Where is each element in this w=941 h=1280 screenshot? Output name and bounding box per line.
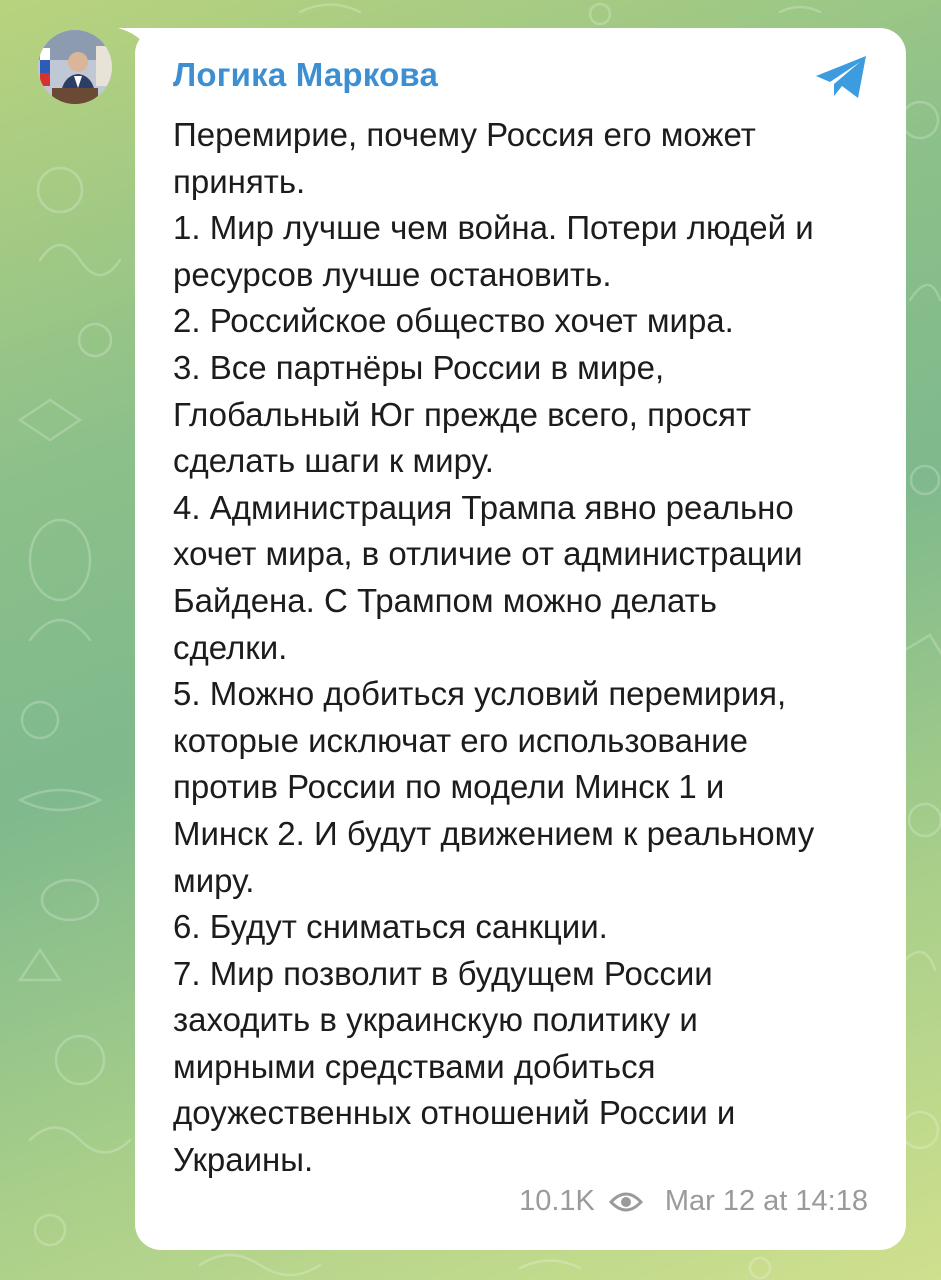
channel-name[interactable]: Логика Маркова bbox=[173, 56, 439, 93]
eye-icon bbox=[609, 1190, 643, 1214]
message-timestamp: Mar 12 at 14:18 bbox=[664, 1185, 868, 1217]
view-count: 10.1K bbox=[519, 1185, 595, 1217]
channel-avatar[interactable] bbox=[38, 30, 112, 104]
telegram-plane-icon[interactable] bbox=[814, 54, 870, 102]
avatar-image bbox=[38, 30, 112, 104]
message-text: Перемирие, почему Россия его может принять. 1. Мир лучше чем война. Потери людей и ресурсов лучше остановить. 2. Российское общество хочет мира. 3. Все партнёры России в мире, Глобальный Юг прежде всего, просят сделать шаги к миру. 4. Администрация Трампа явно реально хочет мира, в отличие от администрации Байдена. С Трампом можно делать сделки. 5. Можно добиться условий перемирия, которые исключат его использование против России по модели Минск 1 и Минск 2. И будут движением к реальному миру. 6. Будут сниматься санкции. 7. Мир позволит в будущем России заходить в украинскую политику и мирными средствами добиться доужественных отношений России и Украины. bbox=[173, 116, 815, 1179]
message-meta bbox=[519, 1185, 868, 1218]
message-bubble[interactable] bbox=[135, 28, 906, 1250]
